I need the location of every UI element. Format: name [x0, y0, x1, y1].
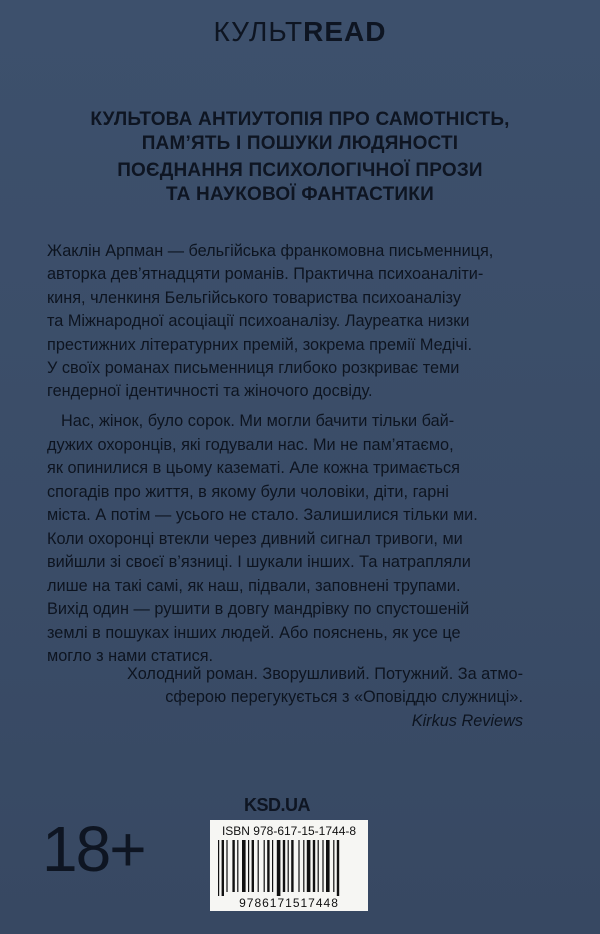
book-blurb — [47, 410, 554, 669]
barcode-panel — [210, 820, 368, 911]
publisher-logo: KSD.UA — [244, 795, 311, 815]
blurb-line: вийшли зі своєї в’язниці. І шукали інших. Та натрапляли — [47, 553, 471, 571]
isbn-text: ISBN 978-617-15-1744-8 — [221, 824, 357, 838]
tagline-dystopia — [0, 108, 600, 156]
tagline-line: ПОЄДНАННЯ ПСИХОЛОГІЧНОЇ ПРОЗИ — [117, 160, 483, 181]
bio-line: престижних літературних премій, зокрема премії Медічі. — [47, 335, 473, 354]
bio-line: гендерної ідентичності та жіночого досвіду. — [47, 382, 373, 401]
quote-source: Kirkus Reviews — [411, 711, 523, 730]
quote-line: Холодний роман. Зворушливий. Потужний. За атмо- — [127, 665, 523, 683]
tagline-genre — [0, 159, 600, 207]
blurb-line: міста. А потім — усього не стало. Залишилися тільки ми. — [47, 506, 478, 524]
blurb-line: як опинилися в цьому казематі. Але кожна тримається — [47, 459, 461, 477]
blurb-line: Вихід один — рушити в довгу мандрівку по спустошеній — [47, 600, 470, 618]
blurb-line: спогадів про життя, в якому були чоловіки, діти, гарні — [47, 482, 449, 501]
blurb-line: могло з нами статися. — [47, 647, 214, 665]
series-logo-light: КУЛЬТ — [213, 16, 304, 47]
series-logo-bold: READ — [303, 16, 387, 47]
tagline-line: ТА НАУКОВОЇ ФАНТАСТИКИ — [166, 184, 434, 205]
bio-line: Жаклін Арпман — бельгійська франкомовна письменниця, — [47, 242, 494, 260]
blurb-line: лише на такі самі, як наш, підвали, заповнені трупами. — [47, 576, 461, 595]
blurb-line: Нас, жінок, було сорок. Ми могли бачити тільки бай- — [61, 412, 455, 430]
bio-line: та Міжнародної асоціації психоаналізу. Лауреатка низки — [47, 312, 470, 331]
review-quote — [47, 663, 523, 733]
blurb-line: землі в пошуках інших людей. Або пояснень, як усе це — [47, 623, 461, 642]
quote-line: сферою перегукується з «Оповіддю служниці». — [165, 688, 523, 707]
barcode-icon — [218, 840, 360, 896]
bio-line: киня, членкиня Бельгійського товариства психоаналізу — [47, 288, 461, 307]
author-bio — [47, 240, 554, 404]
blurb-line: дужих охоронців, які годували нас. Ми не пам’ятаємо, — [47, 435, 454, 454]
barcode-number: 9786171517448 — [239, 896, 339, 910]
series-logo — [0, 16, 600, 48]
blurb-line: Коли охоронці втекли через дивний сигнал тривоги, ми — [47, 529, 463, 548]
age-rating: 18+ — [42, 813, 145, 885]
tagline-line: КУЛЬТОВА АНТИУТОПІЯ ПРО САМОТНІСТЬ, — [90, 109, 510, 130]
tagline-line: ПАМ’ЯТЬ І ПОШУКИ ЛЮДЯНОСТІ — [141, 133, 459, 154]
bio-line: У своїх романах письменниця глибоко розкриває теми — [47, 359, 460, 378]
bio-line: авторка дев’ятнадцяти романів. Практична психоаналіти- — [47, 265, 484, 284]
